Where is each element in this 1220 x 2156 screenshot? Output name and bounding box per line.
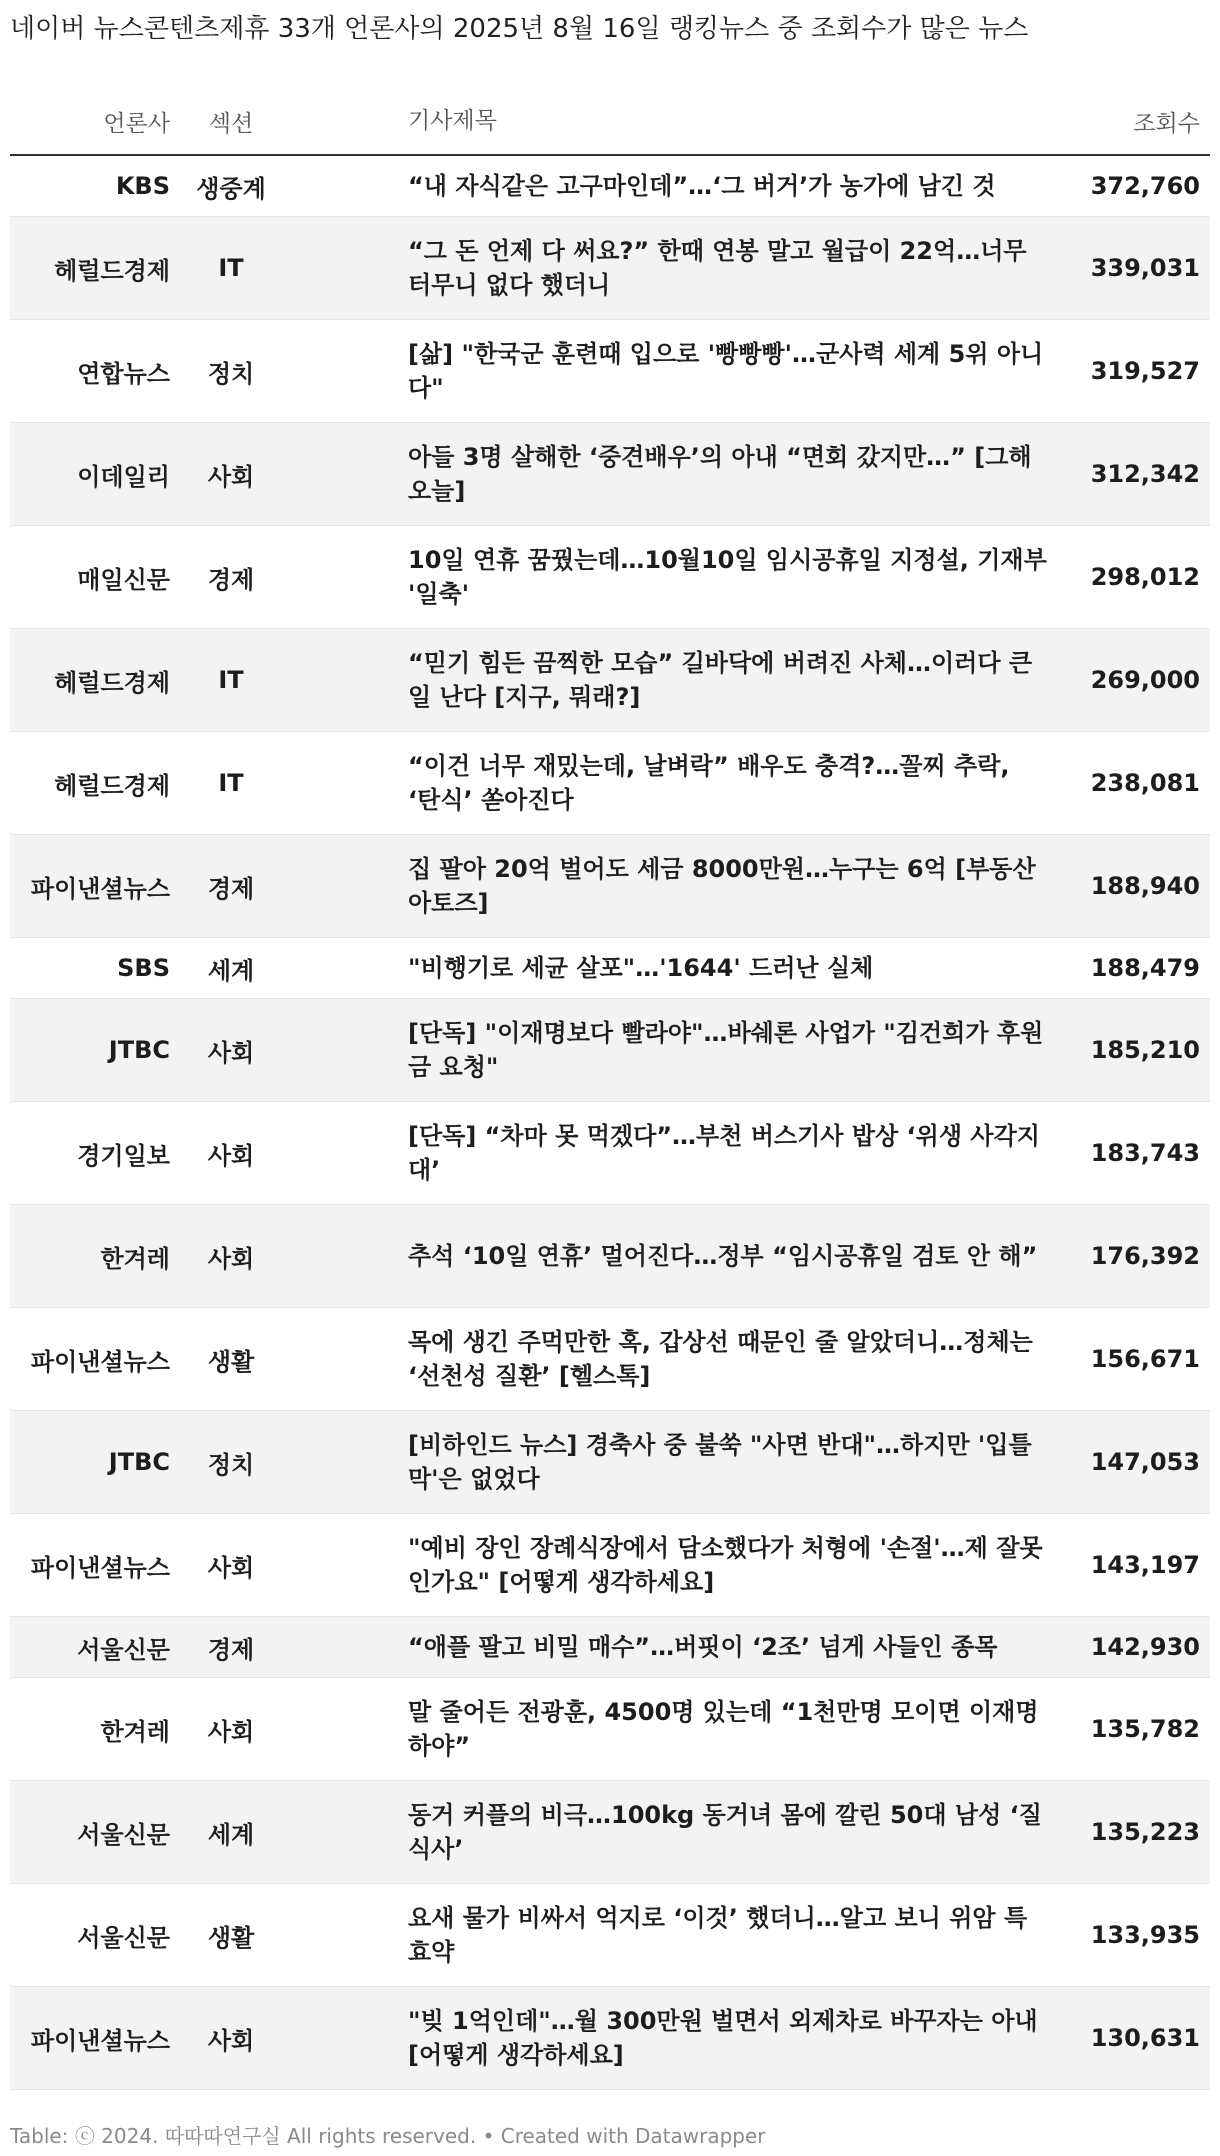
cell-headline: 아들 3명 살해한 ‘중견배우’의 아내 “면회 갔지만…” [그해 오늘] xyxy=(408,442,1032,505)
cell-section: 경제 xyxy=(207,874,255,903)
cell-section: 세계 xyxy=(207,1820,255,1849)
cell-views: 156,671 xyxy=(1090,1345,1200,1373)
cell-views: 135,223 xyxy=(1090,1818,1200,1846)
cell-views: 135,782 xyxy=(1090,1715,1200,1743)
cell-press: 헤럴드경제 xyxy=(54,771,170,800)
cell-press: 서울신문 xyxy=(77,1635,170,1664)
cell-headline: 동거 커플의 비극…100kg 동거녀 몸에 깔린 50대 남성 ‘질식사’ xyxy=(408,1800,1042,1863)
cell-section: 사회 xyxy=(207,462,255,491)
cell-press: 연합뉴스 xyxy=(77,359,170,388)
cell-section: 생활 xyxy=(207,1923,255,1952)
cell-section: 세계 xyxy=(207,956,255,985)
table-row xyxy=(10,320,1210,423)
cell-section: 사회 xyxy=(207,2026,255,2055)
cell-press: 서울신문 xyxy=(77,1923,170,1952)
cell-section: 사회 xyxy=(207,1038,255,1067)
table-row xyxy=(10,1884,1210,1987)
cell-press: 파이낸셜뉴스 xyxy=(30,874,170,903)
cell-section: 사회 xyxy=(207,1717,255,1746)
cell-press: 이데일리 xyxy=(77,462,170,491)
cell-headline: 말 줄어든 전광훈, 4500명 있는데 “1천만명 모이면 이재명 하야” xyxy=(408,1697,1039,1760)
cell-headline: 목에 생긴 주먹만한 혹, 갑상선 때문인 줄 알았더니…정체는 ‘선천성 질환’ [헬스톡] xyxy=(408,1327,1033,1390)
table-row xyxy=(10,1102,1210,1205)
table-row xyxy=(10,1308,1210,1411)
table-row xyxy=(10,732,1210,835)
table-row xyxy=(10,526,1210,629)
cell-press: 한겨레 xyxy=(100,1244,170,1273)
cell-press: 파이낸셜뉴스 xyxy=(30,2026,170,2055)
cell-headline: "예비 장인 장례식장에서 담소했다가 처형에 '손절'…제 잘못인가요" [어떻게 생각하세요] xyxy=(408,1533,1043,1596)
cell-section: 정치 xyxy=(207,359,255,388)
cell-headline: [단독] “차마 못 먹겠다”…부천 버스기사 밥상 ‘위생 사각지대’ xyxy=(408,1121,1040,1184)
header-section[interactable]: 섹션 xyxy=(208,110,254,137)
cell-headline: “이건 너무 재밌는데, 날벼락” 배우도 충격?…꼴찌 추락, ‘탄식’ 쏟아진다 xyxy=(408,751,1010,814)
cell-headline: “믿기 힘든 끔찍한 모습” 길바닥에 버려진 사체…이러다 큰일 난다 [지구, 뭐래?] xyxy=(408,648,1033,711)
table-row xyxy=(10,835,1210,938)
cell-views: 188,479 xyxy=(1090,954,1200,982)
cell-headline: “애플 팔고 비밀 매수”…버핏이 ‘2조’ 넘게 사들인 종목 xyxy=(408,1632,998,1661)
cell-press: JTBC xyxy=(108,1448,170,1476)
cell-views: 185,210 xyxy=(1090,1036,1200,1064)
table-row xyxy=(10,1205,1210,1308)
cell-section: 경제 xyxy=(207,565,255,594)
cell-press: 파이낸셜뉴스 xyxy=(30,1347,170,1376)
cell-views: 147,053 xyxy=(1090,1448,1200,1476)
cell-section: 생중계 xyxy=(196,174,266,203)
table-row xyxy=(10,217,1210,320)
cell-section: IT xyxy=(218,769,244,797)
cell-views: 133,935 xyxy=(1090,1921,1200,1949)
cell-press: SBS xyxy=(117,954,170,982)
cell-press: 파이낸셜뉴스 xyxy=(30,1553,170,1582)
cell-press: 서울신문 xyxy=(77,1820,170,1849)
cell-views: 183,743 xyxy=(1090,1139,1200,1167)
cell-section: 경제 xyxy=(207,1635,255,1664)
cell-headline: "비행기로 세균 살포"…'1644' 드러난 실체 xyxy=(408,953,874,982)
cell-press: JTBC xyxy=(108,1036,170,1064)
header-headline[interactable]: 기사제목 xyxy=(408,107,497,134)
cell-views: 269,000 xyxy=(1090,666,1200,694)
cell-press: 한겨레 xyxy=(100,1717,170,1746)
cell-headline: [비하인드 뉴스] 경축사 중 불쑥 "사면 반대"…하지만 '입틀막'은 없었다 xyxy=(408,1430,1032,1493)
table-row xyxy=(10,423,1210,526)
table-row xyxy=(10,156,1210,217)
cell-views: 298,012 xyxy=(1090,563,1200,591)
header-views[interactable]: 조회수 xyxy=(1133,110,1200,137)
cell-section: 정치 xyxy=(207,1450,255,1479)
ranking-table xyxy=(10,88,1210,2090)
table-row xyxy=(10,1987,1210,2090)
cell-views: 130,631 xyxy=(1090,2024,1200,2052)
table-row xyxy=(10,938,1210,999)
table-row xyxy=(10,629,1210,732)
cell-press: 매일신문 xyxy=(77,565,170,594)
table-row xyxy=(10,1514,1210,1617)
cell-section: 사회 xyxy=(207,1141,255,1170)
table-row xyxy=(10,1617,1210,1678)
cell-headline: 10일 연휴 꿈꿨는데…10월10일 임시공휴일 지정설, 기재부 '일축' xyxy=(408,545,1047,608)
cell-headline: 집 팔아 20억 벌어도 세금 8000만원…누구는 6억 [부동산 아토즈] xyxy=(408,854,1036,917)
cell-press: 헤럴드경제 xyxy=(54,668,170,697)
cell-headline: “그 돈 언제 다 써요?” 한때 연봉 말고 월급이 22억…너무 터무니 없다 했더니 xyxy=(408,236,1027,299)
table-row xyxy=(10,1781,1210,1884)
cell-section: 생활 xyxy=(207,1347,255,1376)
cell-headline: "빚 1억인데"…월 300만원 벌면서 외제차로 바꾸자는 아내 [어떻게 생각하세요] xyxy=(408,2006,1038,2069)
cell-section: IT xyxy=(218,666,244,694)
cell-press: 헤럴드경제 xyxy=(54,256,170,285)
cell-headline: 추석 ‘10일 연휴’ 멀어진다…정부 “임시공휴일 검토 안 해” xyxy=(408,1241,1038,1270)
table-row xyxy=(10,999,1210,1102)
cell-views: 372,760 xyxy=(1090,172,1200,200)
cell-headline: [삶] "한국군 훈련때 입으로 '빵빵빵'…군사력 세계 5위 아니다" xyxy=(408,339,1044,402)
table-row xyxy=(10,1678,1210,1781)
table-row xyxy=(10,1411,1210,1514)
cell-views: 238,081 xyxy=(1090,769,1200,797)
cell-press: 경기일보 xyxy=(77,1141,170,1170)
cell-section: 사회 xyxy=(207,1553,255,1582)
cell-press: KBS xyxy=(115,172,170,200)
page-title: 네이버 뉴스콘텐츠제휴 33개 언론사의 2025년 8월 16일 랭킹뉴스 중 조회수가 많은 뉴스 xyxy=(10,14,1029,44)
table-header xyxy=(10,88,1210,156)
table-footer-credit: Table: ⓒ 2024. 따따따연구실 All rights reserved. • Created with Datawrapper xyxy=(10,2124,766,2148)
cell-views: 339,031 xyxy=(1090,254,1200,282)
cell-views: 142,930 xyxy=(1090,1633,1200,1661)
cell-views: 188,940 xyxy=(1090,872,1200,900)
cell-section: 사회 xyxy=(207,1244,255,1273)
cell-headline: [단독] "이재명보다 빨라야"…바쉐론 사업가 "김건희가 후원금 요청" xyxy=(408,1018,1044,1081)
header-press[interactable]: 언론사 xyxy=(103,110,170,137)
cell-views: 143,197 xyxy=(1090,1551,1200,1579)
cell-headline: 요새 물가 비싸서 억지로 ‘이것’ 했더니…알고 보니 위암 특효약 xyxy=(408,1903,1028,1966)
cell-views: 319,527 xyxy=(1090,357,1200,385)
cell-views: 312,342 xyxy=(1090,460,1200,488)
cell-section: IT xyxy=(218,254,244,282)
cell-headline: “내 자식같은 고구마인데”…‘그 버거’가 농가에 남긴 것 xyxy=(408,171,996,200)
cell-views: 176,392 xyxy=(1090,1242,1200,1270)
